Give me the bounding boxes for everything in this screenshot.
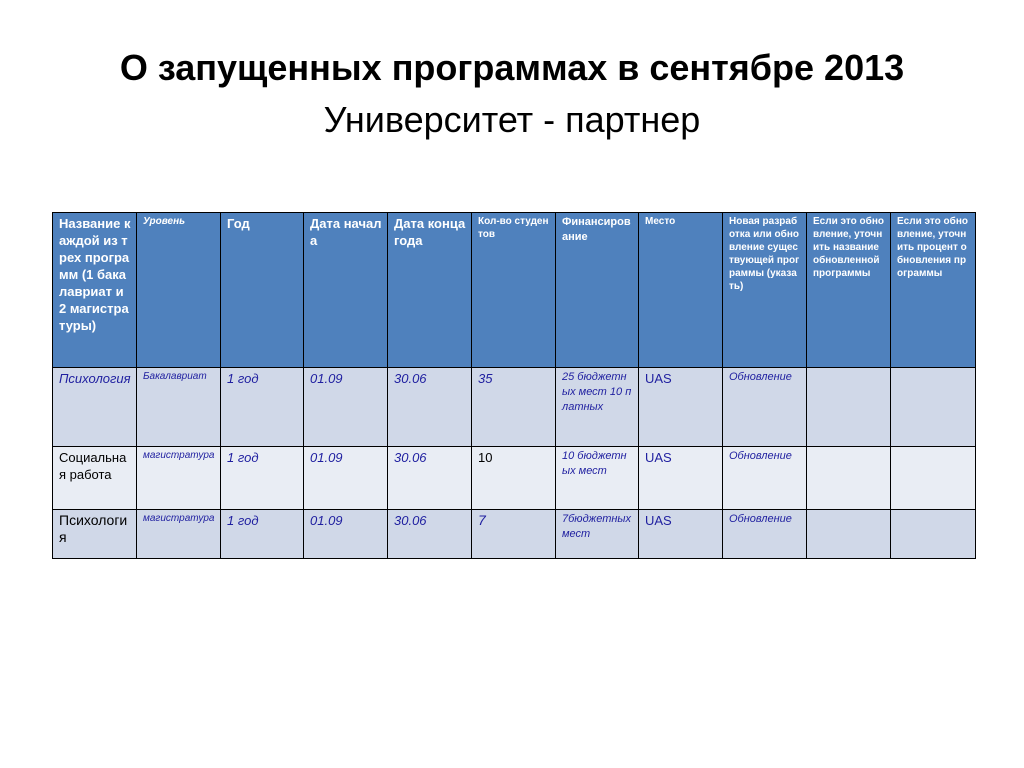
header-update-percent: Если это обновление, уточнить процент обновления программы	[891, 213, 976, 368]
slide-title: О запущенных программах в сентябре 2013	[119, 47, 905, 88]
cell-updated-program-name	[807, 447, 891, 510]
table-row	[53, 447, 976, 510]
header-student-count: Кол-во студентов	[472, 213, 556, 368]
cell-place: UAS	[639, 447, 723, 510]
table-header-row	[53, 213, 976, 368]
cell-place: UAS	[639, 368, 723, 447]
cell-level: Бакалавриат	[137, 368, 221, 447]
header-start-date: Дата начала	[304, 213, 388, 368]
cell-updated-program-name	[807, 510, 891, 559]
header-funding: Финансирование	[556, 213, 639, 368]
cell-start-date: 01.09	[304, 368, 388, 447]
cell-program-name: Психология	[53, 510, 137, 559]
header-year: Год	[221, 213, 304, 368]
programs-table	[52, 212, 976, 559]
cell-start-date: 01.09	[304, 447, 388, 510]
cell-end-date: 30.06	[388, 368, 472, 447]
cell-new-or-update: Обновление	[723, 510, 807, 559]
cell-year: 1 год	[221, 368, 304, 447]
table-row	[53, 368, 976, 447]
cell-level: магистратура	[137, 510, 221, 559]
cell-update-percent	[891, 447, 976, 510]
cell-funding: 25 бюджетных мест 10 платных	[556, 368, 639, 447]
cell-update-percent	[891, 510, 976, 559]
cell-new-or-update: Обновление	[723, 447, 807, 510]
cell-year: 1 год	[221, 447, 304, 510]
title-block	[0, 42, 1024, 146]
cell-start-date: 01.09	[304, 510, 388, 559]
cell-student-count: 10	[472, 447, 556, 510]
cell-place: UAS	[639, 510, 723, 559]
cell-program-name: Психология	[53, 368, 137, 447]
cell-program-name: Социальная работа	[53, 447, 137, 510]
cell-end-date: 30.06	[388, 510, 472, 559]
header-updated-program-name: Если это обновление, уточнить название обновленной программы	[807, 213, 891, 368]
cell-student-count: 35	[472, 368, 556, 447]
cell-new-or-update: Обновление	[723, 368, 807, 447]
cell-updated-program-name	[807, 368, 891, 447]
header-place: Место	[639, 213, 723, 368]
cell-level: магистратура	[137, 447, 221, 510]
header-end-date: Дата конца года	[388, 213, 472, 368]
header-level: Уровень	[137, 213, 221, 368]
cell-student-count: 7	[472, 510, 556, 559]
cell-year: 1 год	[221, 510, 304, 559]
cell-funding: 7бюджетных мест	[556, 510, 639, 559]
header-program-name: Название каждой из трех программ (1 бакалавриат и 2 магистратуры)	[53, 213, 137, 368]
table-row	[53, 510, 976, 559]
cell-update-percent	[891, 368, 976, 447]
header-new-or-update: Новая разработка или обновление существующей программы (указать)	[723, 213, 807, 368]
cell-funding: 10 бюджетных мест	[556, 447, 639, 510]
cell-end-date: 30.06	[388, 447, 472, 510]
slide-subtitle: Университет - партнер	[323, 99, 701, 140]
